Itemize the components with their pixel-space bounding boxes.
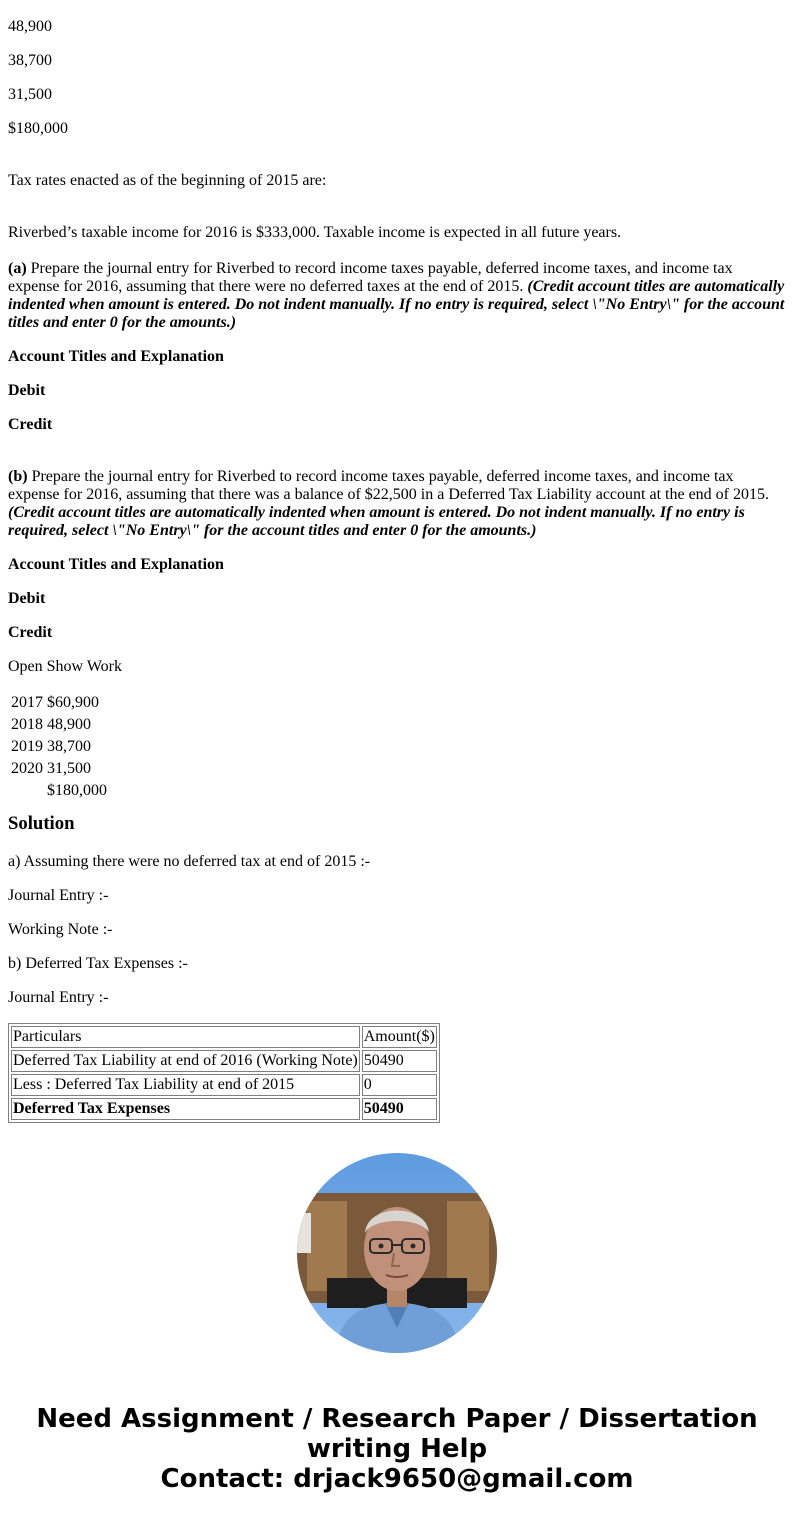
part-a-question	[8, 260, 786, 332]
particulars-cell: Deferred Tax Liability at end of 2016 (Working Note)	[11, 1050, 360, 1072]
table-row	[11, 1050, 437, 1072]
total-amount-cell: 50490	[362, 1098, 437, 1120]
amount-cell: 0	[362, 1074, 437, 1096]
promo-contact: Contact: drjack9650@gmail.com	[160, 1464, 634, 1494]
total-label-cell: Deferred Tax Expenses	[11, 1098, 360, 1120]
year-cell: 2019	[11, 738, 43, 755]
amount-cell: $60,900	[47, 694, 99, 711]
table-row	[10, 781, 108, 801]
avatar	[297, 1153, 497, 1353]
part-a-label: (a)	[8, 260, 27, 277]
table-row	[11, 1074, 437, 1096]
table-header-row	[11, 1026, 437, 1048]
journal-entry-label: Journal Entry :-	[8, 989, 109, 1006]
table-row	[10, 759, 108, 779]
header-amount: Amount($)	[362, 1026, 437, 1048]
part-b-col-debit: Debit	[8, 590, 46, 607]
journal-entry-label: Journal Entry :-	[8, 887, 109, 904]
part-a-col-account-titles: Account Titles and Explanation	[8, 348, 224, 365]
taxable-income-text: Riverbed’s taxable income for 2016 is $333,000. Taxable income is expected in all future years.	[8, 224, 622, 241]
year-cell: 2017	[11, 694, 43, 711]
solution-part-a-text: a) Assuming there were no deferred tax at end of 2015 :-	[8, 853, 371, 870]
particulars-cell: Less : Deferred Tax Liability at end of 2015	[11, 1074, 360, 1096]
year-cell	[10, 781, 44, 801]
part-b-col-account-titles: Account Titles and Explanation	[8, 556, 224, 573]
tax-rates-text: Tax rates enacted as of the beginning of 2015 are:	[8, 172, 327, 189]
part-b-col-credit: Credit	[8, 624, 53, 641]
part-a-col-debit: Debit	[8, 382, 46, 399]
promo-banner	[0, 1404, 794, 1494]
part-a-text: Prepare the journal entry for Riverbed to record income taxes payable, deferred income taxes, and income tax expense for 2016, assuming that there were no deferred taxes at the end of 2015.	[8, 260, 733, 295]
working-note-label: Working Note :-	[8, 921, 113, 938]
table-total-row	[11, 1098, 437, 1120]
table-row	[10, 715, 108, 735]
amount-line: 38,700	[8, 52, 52, 69]
part-b-text: Prepare the journal entry for Riverbed to record income taxes payable, deferred income taxes, and income tax expense for 2016, assuming that there was a balance of $22,500 in a Deferred Tax Liability account at the end of 2015.	[8, 468, 769, 503]
year-cell: 2020	[11, 760, 43, 777]
part-b-note: (Credit account titles are automatically indented when amount is entered. Do not indent manually. If no entry is required, select \"No Entry\" for the account titles and enter 0 for the amounts.)	[8, 504, 745, 539]
amount-cell: 48,900	[47, 716, 91, 733]
header-particulars: Particulars	[11, 1026, 360, 1048]
part-a-note: (Credit account titles are automatically indented when amount is entered. Do not indent manually. If no entry is required, select \"No Entry\" for the account titles and enter 0 for the amounts.)	[8, 278, 785, 331]
part-b-question	[8, 468, 786, 540]
part-b-label: (b)	[8, 468, 28, 485]
promo-line: Need Assignment / Research Paper / Dissertation	[36, 1404, 758, 1434]
amount-total-line: $180,000	[8, 120, 68, 137]
amount-line: 31,500	[8, 86, 52, 103]
solution-part-b-text: b) Deferred Tax Expenses :-	[8, 955, 188, 972]
table-row	[10, 737, 108, 757]
amount-cell: 38,700	[47, 738, 91, 755]
deferred-tax-table	[8, 1023, 440, 1123]
amount-cell: 50490	[362, 1050, 437, 1072]
amount-cell: $180,000	[47, 782, 107, 799]
year-amount-table	[8, 691, 110, 803]
year-cell: 2018	[11, 716, 43, 733]
open-show-work-link[interactable]: Open Show Work	[8, 658, 122, 675]
promo-line: writing Help	[306, 1434, 488, 1464]
amount-cell: 31,500	[47, 760, 91, 777]
amount-line: 48,900	[8, 18, 52, 35]
avatar-photo-illustration	[297, 1153, 497, 1353]
table-row	[10, 693, 108, 713]
solution-heading: Solution	[8, 813, 75, 834]
part-a-col-credit: Credit	[8, 416, 53, 433]
